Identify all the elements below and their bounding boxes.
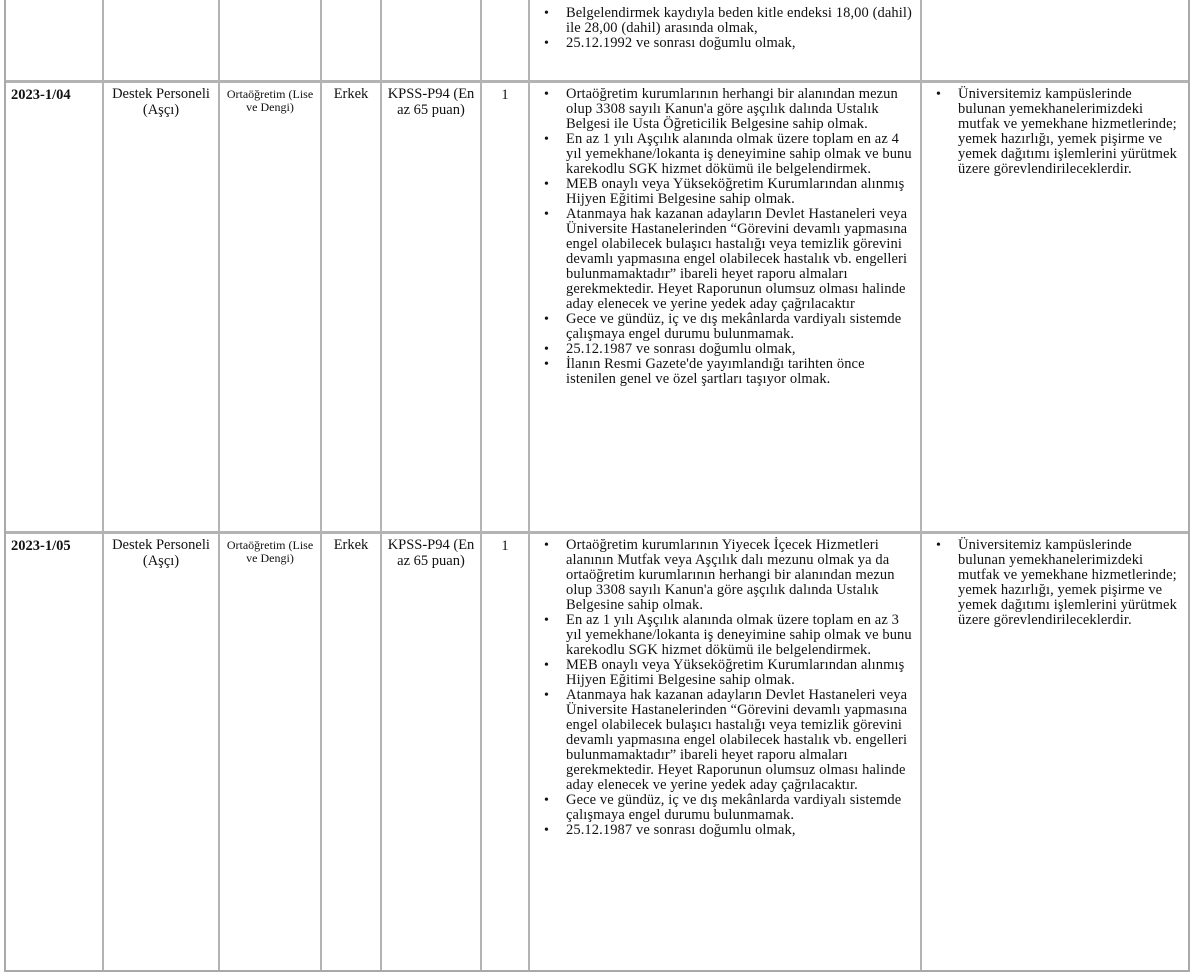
list-item: • En az 1 yılı Aşçılık alanında olmak üzere toplam en az 3 yıl yemekhane/lokanta iş deneyimine sahip olmak ve bunu karekodlu SGK hizmet dökümü ile belgelendirmek. [566,613,914,658]
kpss-cell [382,0,482,80]
education-cell [220,534,322,972]
list-item: • Üniversitemiz kampüslerinde bulunan yemekhanelerimizdeki mutfak ve yemekhane hizmetlerinde; yemek hazırlığı, yemek pişirme ve yemek dağıtımı işlemlerini yürütmek üzere görevlendirileceklerdir. [958,538,1180,628]
quota-cell [482,534,530,972]
job-requirements-table [4,0,1190,972]
list-item: • Belgelendirmek kaydıyla beden kitle endeksi 18,00 (dahil) ile 28,00 (dahil) arasında olmak, [566,6,914,36]
gender: Erkek [333,86,369,102]
kpss-requirement: KPSS-P94 (En az 65 puan) [387,86,475,118]
position-code: 2023-1/04 [11,87,71,103]
list-item: • Ortaöğretim kurumlarının Yiyecek İçecek Hizmetleri alanının Mutfak veya Aşçılık dalı mezunu olmak ya da ortaöğretim kurumlarının herhangi bir alanından mezun olup 3308 sayılı Kanun'a göre aşçılık dalında Ustalık Belgesine sahip olmak. [566,538,914,613]
list-item: • İlanın Resmi Gazete'de yayımlandığı tarihten önce istenilen genel ve özel şartları taşıyor olmak. [566,357,914,387]
qualifications-list [530,83,920,387]
list-item: • Üniversitemiz kampüslerinde bulunan yemekhanelerimizdeki mutfak ve yemekhane hizmetlerinde; yemek hazırlığı, yemek pişirme ve yemek dağıtımı işlemlerini yürütmek üzere görevlendirileceklerdir. [958,87,1180,177]
duties-cell [922,0,1188,80]
list-item: • MEB onaylı veya Yükseköğretim Kurumlarından alınmış Hijyen Eğitimi Belgesine sahip olmak. [566,177,914,207]
list-item: • 25.12.1992 ve sonrası doğumlu olmak, [566,36,914,51]
quota-count: 1 [501,87,509,103]
table-row [6,0,1188,80]
gender-cell [322,534,382,972]
list-item: • 25.12.1987 ve sonrası doğumlu olmak, [566,823,914,838]
title-cell [104,534,220,972]
education-level: Ortaöğretim (Lise ve Dengi) [226,538,314,565]
gender-cell [322,83,382,534]
duties-list [922,534,1188,628]
table-row [6,531,1188,972]
list-item: • MEB onaylı veya Yükseköğretim Kurumlarından alınmış Hijyen Eğitimi Belgesine sahip olmak. [566,658,914,688]
duties-list [922,83,1188,177]
gender-cell [322,0,382,80]
list-item: • Gece ve gündüz, iç ve dış mekânlarda vardiyalı sistemde çalışmaya engel durumu bulunmamak. [566,793,914,823]
position-code-cell [6,83,104,534]
list-item: • 25.12.1987 ve sonrası doğumlu olmak, [566,342,914,357]
duties-cell [922,534,1188,972]
qualifications-cell [530,83,922,534]
table-row [6,80,1188,534]
qualifications-list [530,534,920,838]
list-item: • Atanmaya hak kazanan adayların Devlet Hastaneleri veya Üniversite Hastanelerinden “Görevini devamlı yapmasına engel olabilecek bulaşıcı hastalığı veya temizlik görevini devamlı yapmasına engel olabilecek hastalık vb. engelleri bulunmamaktadır” ibareli heyet raporu almaları gerekmektedir. Heyet Raporunun olumsuz olması halinde aday elenecek ve yerine yedek aday çağrılacaktır [566,207,914,312]
quota-cell [482,0,530,80]
duties-cell [922,83,1188,534]
list-item: • En az 1 yılı Aşçılık alanında olmak üzere toplam en az 4 yıl yemekhane/lokanta iş deneyimine sahip olmak ve bunu karekodlu SGK hizmet dökümü ile belgelendirmek. [566,132,914,177]
kpss-cell [382,534,482,972]
list-item: • Atanmaya hak kazanan adayların Devlet Hastaneleri veya Üniversite Hastanelerinden “Görevini devamlı yapmasına engel olabilecek bulaşıcı hastalığı veya temizlik görevini devamlı yapmasına engel olabilecek hastalık vb. engelleri bulunmamaktadır” ibareli heyet raporu almaları gerekmektedir. Heyet Raporunun olumsuz olması halinde aday elenecek ve yerine yedek aday çağrılacaktır. [566,688,914,793]
quota-count: 1 [501,538,509,554]
title-cell [104,0,220,80]
education-level: Ortaöğretim (Lise ve Dengi) [226,87,314,114]
position-code: 2023-1/05 [11,538,71,554]
education-cell [220,0,322,80]
kpss-requirement: KPSS-P94 (En az 65 puan) [387,537,475,569]
position-code-cell [6,0,104,80]
qualifications-cell [530,534,922,972]
list-item: • Gece ve gündüz, iç ve dış mekânlarda vardiyalı sistemde çalışmaya engel durumu bulunmamak. [566,312,914,342]
education-cell [220,83,322,534]
list-item: • Ortaöğretim kurumlarının herhangi bir alanından mezun olup 3308 sayılı Kanun'a göre aşçılık dalında Ustalık Belgesi ile Usta Öğreticilik Belgesine sahip olmak. [566,87,914,132]
position-title: Destek Personeli (Aşçı) [112,537,210,569]
kpss-cell [382,83,482,534]
position-code-cell [6,534,104,972]
qualifications-list [530,0,920,51]
quota-cell [482,83,530,534]
position-title: Destek Personeli (Aşçı) [112,86,210,118]
gender: Erkek [333,537,369,553]
title-cell [104,83,220,534]
qualifications-cell [530,0,922,80]
